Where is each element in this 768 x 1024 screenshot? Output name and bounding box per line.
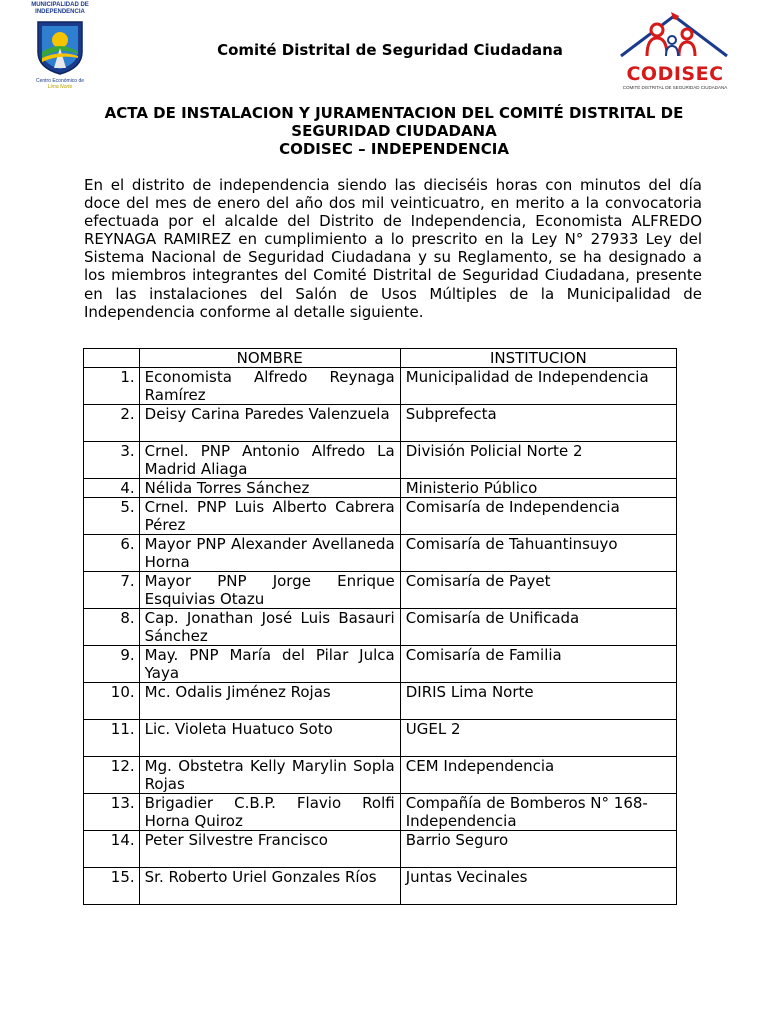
document-title-line-1: ACTA DE INSTALACION Y JURAMENTACION DEL COMITÉ DISTRITAL DE <box>104 104 684 122</box>
row-number: 6. <box>84 535 140 572</box>
municipality-logo-subtitle: Centro Económico de <box>35 78 85 84</box>
member-institution: Comisaría de Payet <box>400 572 676 609</box>
member-name: Brigadier C.B.P. Flavio Rolfi Horna Quiroz <box>139 794 400 831</box>
row-number: 14. <box>84 831 140 868</box>
member-institution: Comisaría de Unificada <box>400 609 676 646</box>
member-institution: Juntas Vecinales <box>400 868 676 905</box>
member-name: Mg. Obstetra Kelly Marylin Sopla Rojas <box>139 757 400 794</box>
header-institution: INSTITUCION <box>400 349 676 368</box>
table-header-row <box>84 349 677 368</box>
row-number: 7. <box>84 572 140 609</box>
municipality-logo-tagline: Lima Norte <box>47 84 73 90</box>
member-institution: UGEL 2 <box>400 720 676 757</box>
member-institution: Comisaría de Familia <box>400 646 676 683</box>
table-row <box>84 368 677 405</box>
member-name: Crnel. PNP Antonio Alfredo La Madrid Aliaga <box>139 442 400 479</box>
row-number: 5. <box>84 498 140 535</box>
row-number: 10. <box>84 683 140 720</box>
member-name: Mc. Odalis Jiménez Rojas <box>139 683 400 720</box>
table-row <box>84 720 677 757</box>
member-name: Peter Silvestre Francisco <box>139 831 400 868</box>
member-name: Cap. Jonathan José Luis Basauri Sánchez <box>139 609 400 646</box>
row-number: 12. <box>84 757 140 794</box>
document-title-line-3: CODISEC – INDEPENDENCIA <box>279 140 509 158</box>
codisec-logo <box>615 10 733 90</box>
municipality-shield-icon <box>24 18 96 76</box>
member-institution: Barrio Seguro <box>400 831 676 868</box>
table-row <box>84 683 677 720</box>
member-name: May. PNP María del Pilar Julca Yaya <box>139 646 400 683</box>
municipality-logo <box>24 2 96 90</box>
table-row <box>84 442 677 479</box>
table-row <box>84 868 677 905</box>
member-name: Crnel. PNP Luis Alberto Cabrera Pérez <box>139 498 400 535</box>
row-number: 4. <box>84 479 140 498</box>
table-row <box>84 498 677 535</box>
municipality-logo-title: MUNICIPALIDAD DE INDEPENDENCIA <box>31 2 89 15</box>
member-name: Mayor PNP Alexander Avellaneda Horna <box>139 535 400 572</box>
member-institution: Municipalidad de Independencia <box>400 368 676 405</box>
member-name: Lic. Violeta Huatuco Soto <box>139 720 400 757</box>
row-number: 3. <box>84 442 140 479</box>
row-number: 2. <box>84 405 140 442</box>
document-title-line-2: SEGURIDAD CIUDADANA <box>291 122 497 140</box>
header-number <box>84 349 140 368</box>
table-row <box>84 535 677 572</box>
member-institution: CEM Independencia <box>400 757 676 794</box>
row-number: 8. <box>84 609 140 646</box>
codisec-family-icon <box>615 10 733 66</box>
codisec-logo-name: CODISEC <box>626 63 724 85</box>
member-institution: Ministerio Público <box>400 479 676 498</box>
document-title <box>60 104 728 158</box>
row-number: 11. <box>84 720 140 757</box>
header-title: Comité Distrital de Seguridad Ciudadana <box>217 41 563 59</box>
member-institution: Comisaría de Independencia <box>400 498 676 535</box>
member-institution: División Policial Norte 2 <box>400 442 676 479</box>
member-institution: Subprefecta <box>400 405 676 442</box>
table-row <box>84 609 677 646</box>
table-row <box>84 405 677 442</box>
member-institution: Compañía de Bomberos N° 168- Independencia <box>400 794 676 831</box>
row-number: 9. <box>84 646 140 683</box>
table-row <box>84 479 677 498</box>
member-name: Economista Alfredo Reynaga Ramírez <box>139 368 400 405</box>
row-number: 1. <box>84 368 140 405</box>
member-name: Mayor PNP Jorge Enrique Esquivias Otazu <box>139 572 400 609</box>
table-row <box>84 757 677 794</box>
member-name: Nélida Torres Sánchez <box>139 479 400 498</box>
table-row <box>84 646 677 683</box>
row-number: 13. <box>84 794 140 831</box>
codisec-logo-subtitle: COMITÉ DISTRITAL DE SEGURIDAD CIUDADANA <box>622 85 728 90</box>
header-name: NOMBRE <box>139 349 400 368</box>
intro-text: En el distrito de independencia siendo las dieciséis horas con minutos del día doce del mes de enero del año dos mil veinticuatro, en merito a la convocatoria efectuada por el alcalde del Distrito de Independencia, Economista ALFREDO REYNAGA RAMIREZ en cumplimiento a lo prescrito en la Ley N° 27933 Ley del Sistema Nacional de Seguridad Ciudadana y su Reglamento, se ha designado a los miembros integrantes del Comité Distrital de Seguridad Ciudadana, presente en las instalaciones del Salón de Usos Múltiples de la Municipalidad de Independencia conforme al detalle siguiente. <box>84 176 702 321</box>
table-row <box>84 794 677 831</box>
member-institution: DIRIS Lima Norte <box>400 683 676 720</box>
row-number: 15. <box>84 868 140 905</box>
table-row <box>84 572 677 609</box>
intro-paragraph <box>84 176 702 321</box>
member-name: Sr. Roberto Uriel Gonzales Ríos <box>139 868 400 905</box>
member-institution: Comisaría de Tahuantinsuyo <box>400 535 676 572</box>
table-row <box>84 831 677 868</box>
member-name: Deisy Carina Paredes Valenzuela <box>139 405 400 442</box>
members-table <box>83 348 677 905</box>
